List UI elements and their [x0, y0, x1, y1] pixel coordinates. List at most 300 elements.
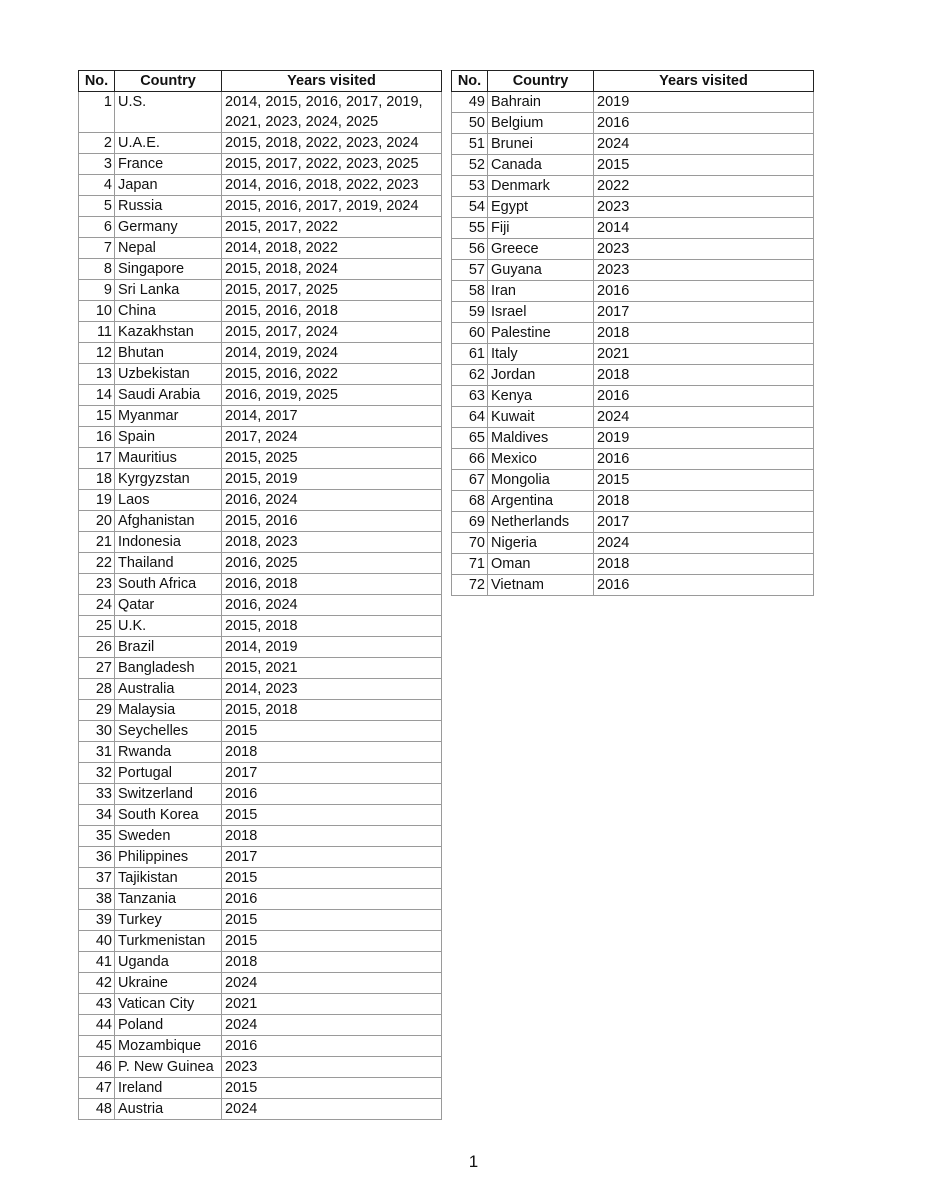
row-number: 23 — [79, 574, 115, 595]
row-number: 9 — [79, 280, 115, 301]
country-cell: Denmark — [488, 176, 594, 197]
country-cell: Saudi Arabia — [115, 385, 222, 406]
table-row — [452, 428, 814, 449]
country-cell: Philippines — [115, 847, 222, 868]
years-cell: 2015, 2018 — [222, 700, 442, 721]
country-cell: Malaysia — [115, 700, 222, 721]
country-cell: U.A.E. — [115, 133, 222, 154]
table-row — [452, 449, 814, 470]
country-cell: Rwanda — [115, 742, 222, 763]
years-cell: 2015, 2025 — [222, 448, 442, 469]
country-cell: Kuwait — [488, 407, 594, 428]
visits-table-left — [78, 70, 442, 1120]
country-cell: Mexico — [488, 449, 594, 470]
table-row — [79, 196, 442, 217]
years-cell: 2016, 2018 — [222, 574, 442, 595]
country-cell: Greece — [488, 239, 594, 260]
table-header — [79, 71, 442, 92]
row-number: 22 — [79, 553, 115, 574]
years-cell: 2015, 2016, 2022 — [222, 364, 442, 385]
country-cell: Kyrgyzstan — [115, 469, 222, 490]
country-cell: Ukraine — [115, 973, 222, 994]
years-cell: 2023 — [222, 1057, 442, 1078]
years-cell: 2016 — [222, 889, 442, 910]
row-number: 60 — [452, 323, 488, 344]
row-number: 55 — [452, 218, 488, 239]
table-row — [79, 805, 442, 826]
row-number: 3 — [79, 154, 115, 175]
row-number: 24 — [79, 595, 115, 616]
row-number: 21 — [79, 532, 115, 553]
years-cell: 2016, 2024 — [222, 490, 442, 511]
table-row — [79, 322, 442, 343]
country-cell: P. New Guinea — [115, 1057, 222, 1078]
header-no: No. — [79, 71, 115, 92]
country-cell: Palestine — [488, 323, 594, 344]
years-cell: 2024 — [222, 1015, 442, 1036]
country-cell: Uganda — [115, 952, 222, 973]
row-number: 1 — [79, 92, 115, 133]
table-row — [79, 889, 442, 910]
header-no: No. — [452, 71, 488, 92]
country-cell: U.S. — [115, 92, 222, 133]
country-cell: Kazakhstan — [115, 322, 222, 343]
table-row — [79, 217, 442, 238]
table-row — [79, 826, 442, 847]
country-cell: Italy — [488, 344, 594, 365]
row-number: 31 — [79, 742, 115, 763]
years-cell: 2017 — [594, 302, 814, 323]
country-cell: Austria — [115, 1099, 222, 1120]
table-row — [79, 553, 442, 574]
row-number: 48 — [79, 1099, 115, 1120]
row-number: 12 — [79, 343, 115, 364]
country-cell: Oman — [488, 554, 594, 575]
row-number: 36 — [79, 847, 115, 868]
row-number: 49 — [452, 92, 488, 113]
table-row — [79, 301, 442, 322]
country-cell: Sri Lanka — [115, 280, 222, 301]
years-cell: 2019 — [594, 428, 814, 449]
table-row — [452, 386, 814, 407]
header-years: Years visited — [594, 71, 814, 92]
table-row — [452, 491, 814, 512]
row-number: 8 — [79, 259, 115, 280]
row-number: 47 — [79, 1078, 115, 1099]
table-row — [79, 700, 442, 721]
page-number: 1 — [468, 1152, 479, 1171]
years-cell: 2015, 2016, 2017, 2019, 2024 — [222, 196, 442, 217]
row-number: 26 — [79, 637, 115, 658]
row-number: 44 — [79, 1015, 115, 1036]
years-cell: 2015 — [222, 721, 442, 742]
row-number: 58 — [452, 281, 488, 302]
country-cell: Japan — [115, 175, 222, 196]
table-row — [79, 511, 442, 532]
years-cell: 2015 — [594, 470, 814, 491]
years-cell: 2018, 2023 — [222, 532, 442, 553]
country-cell: Nigeria — [488, 533, 594, 554]
country-cell: Russia — [115, 196, 222, 217]
table-row — [79, 343, 442, 364]
years-cell: 2014, 2019 — [222, 637, 442, 658]
table-row — [79, 406, 442, 427]
table-row — [452, 323, 814, 344]
table-header — [452, 71, 814, 92]
row-number: 43 — [79, 994, 115, 1015]
header-country: Country — [115, 71, 222, 92]
table-row — [79, 259, 442, 280]
visits-table-right — [451, 70, 814, 596]
row-number: 46 — [79, 1057, 115, 1078]
row-number: 2 — [79, 133, 115, 154]
years-cell: 2015 — [594, 155, 814, 176]
years-cell: 2018 — [594, 491, 814, 512]
row-number: 67 — [452, 470, 488, 491]
country-cell: Turkey — [115, 910, 222, 931]
country-cell: Iran — [488, 281, 594, 302]
years-cell: 2024 — [594, 134, 814, 155]
years-cell: 2016 — [594, 449, 814, 470]
years-cell: 2015, 2019 — [222, 469, 442, 490]
table-row — [452, 281, 814, 302]
table-row — [79, 490, 442, 511]
table-body — [452, 92, 814, 596]
row-number: 39 — [79, 910, 115, 931]
table-row — [452, 218, 814, 239]
country-cell: Egypt — [488, 197, 594, 218]
years-cell: 2024 — [594, 533, 814, 554]
years-cell: 2015, 2017, 2022, 2023, 2025 — [222, 154, 442, 175]
table-row — [79, 385, 442, 406]
years-cell: 2018 — [222, 742, 442, 763]
years-cell: 2024 — [222, 1099, 442, 1120]
years-cell: 2018 — [594, 365, 814, 386]
years-cell: 2015, 2017, 2024 — [222, 322, 442, 343]
years-cell: 2014, 2015, 2016, 2017, 2019, 2021, 2023, 2024, 2025 — [222, 92, 442, 133]
country-cell: Thailand — [115, 553, 222, 574]
country-cell: Spain — [115, 427, 222, 448]
row-number: 37 — [79, 868, 115, 889]
row-number: 59 — [452, 302, 488, 323]
country-cell: South Korea — [115, 805, 222, 826]
row-number: 66 — [452, 449, 488, 470]
table-row — [452, 533, 814, 554]
row-number: 40 — [79, 931, 115, 952]
row-number: 10 — [79, 301, 115, 322]
table-row — [79, 763, 442, 784]
row-number: 27 — [79, 658, 115, 679]
country-cell: Tajikistan — [115, 868, 222, 889]
row-number: 13 — [79, 364, 115, 385]
table-row — [452, 302, 814, 323]
row-number: 69 — [452, 512, 488, 533]
years-cell: 2017 — [222, 763, 442, 784]
years-cell: 2015 — [222, 1078, 442, 1099]
years-cell: 2015, 2016, 2018 — [222, 301, 442, 322]
table-row — [452, 554, 814, 575]
table-row — [79, 1078, 442, 1099]
country-cell: Germany — [115, 217, 222, 238]
country-cell: Mozambique — [115, 1036, 222, 1057]
years-cell: 2015, 2017, 2025 — [222, 280, 442, 301]
table-row — [79, 637, 442, 658]
row-number: 57 — [452, 260, 488, 281]
table-row — [79, 1099, 442, 1120]
years-cell: 2015 — [222, 910, 442, 931]
table-row — [79, 721, 442, 742]
table-row — [452, 134, 814, 155]
table-row — [79, 847, 442, 868]
row-number: 42 — [79, 973, 115, 994]
table-row — [79, 364, 442, 385]
years-cell: 2017 — [594, 512, 814, 533]
country-cell: France — [115, 154, 222, 175]
table-row — [452, 239, 814, 260]
years-cell: 2014, 2016, 2018, 2022, 2023 — [222, 175, 442, 196]
table-row — [79, 679, 442, 700]
years-cell: 2014, 2017 — [222, 406, 442, 427]
table-row — [452, 512, 814, 533]
years-cell: 2014, 2023 — [222, 679, 442, 700]
table-row — [79, 1015, 442, 1036]
country-cell: Myanmar — [115, 406, 222, 427]
years-cell: 2017 — [222, 847, 442, 868]
table-row — [79, 868, 442, 889]
row-number: 5 — [79, 196, 115, 217]
table-row — [79, 280, 442, 301]
row-number: 50 — [452, 113, 488, 134]
table-row — [79, 1057, 442, 1078]
years-cell: 2016, 2024 — [222, 595, 442, 616]
country-cell: Fiji — [488, 218, 594, 239]
table-row — [79, 427, 442, 448]
years-cell: 2016, 2025 — [222, 553, 442, 574]
country-cell: Argentina — [488, 491, 594, 512]
row-number: 29 — [79, 700, 115, 721]
table-row — [452, 92, 814, 113]
row-number: 45 — [79, 1036, 115, 1057]
country-cell: Guyana — [488, 260, 594, 281]
row-number: 52 — [452, 155, 488, 176]
table-row — [79, 994, 442, 1015]
years-cell: 2024 — [594, 407, 814, 428]
table-row — [452, 197, 814, 218]
country-cell: Canada — [488, 155, 594, 176]
table-row — [452, 575, 814, 596]
country-cell: Sweden — [115, 826, 222, 847]
country-cell: Qatar — [115, 595, 222, 616]
table-row — [79, 595, 442, 616]
country-cell: Kenya — [488, 386, 594, 407]
row-number: 20 — [79, 511, 115, 532]
row-number: 32 — [79, 763, 115, 784]
row-number: 19 — [79, 490, 115, 511]
country-cell: South Africa — [115, 574, 222, 595]
row-number: 30 — [79, 721, 115, 742]
table-row — [79, 1036, 442, 1057]
row-number: 54 — [452, 197, 488, 218]
table-row — [79, 175, 442, 196]
row-number: 11 — [79, 322, 115, 343]
years-cell: 2014, 2019, 2024 — [222, 343, 442, 364]
table-row — [79, 574, 442, 595]
table-row — [452, 470, 814, 491]
table-row — [79, 154, 442, 175]
years-cell: 2016 — [594, 113, 814, 134]
years-cell: 2022 — [594, 176, 814, 197]
country-cell: Vietnam — [488, 575, 594, 596]
table-row — [452, 260, 814, 281]
years-cell: 2015, 2021 — [222, 658, 442, 679]
country-cell: China — [115, 301, 222, 322]
row-number: 4 — [79, 175, 115, 196]
years-cell: 2023 — [594, 260, 814, 281]
country-cell: Indonesia — [115, 532, 222, 553]
years-cell: 2018 — [222, 826, 442, 847]
row-number: 17 — [79, 448, 115, 469]
years-cell: 2015 — [222, 931, 442, 952]
row-number: 61 — [452, 344, 488, 365]
country-cell: Maldives — [488, 428, 594, 449]
years-cell: 2015, 2018 — [222, 616, 442, 637]
country-cell: Mongolia — [488, 470, 594, 491]
row-number: 62 — [452, 365, 488, 386]
country-cell: Singapore — [115, 259, 222, 280]
table-row — [79, 973, 442, 994]
table-body — [79, 92, 442, 1120]
country-cell: Israel — [488, 302, 594, 323]
row-number: 35 — [79, 826, 115, 847]
years-cell: 2016 — [594, 575, 814, 596]
years-cell: 2018 — [594, 323, 814, 344]
years-cell: 2019 — [594, 92, 814, 113]
table-row — [452, 365, 814, 386]
years-cell: 2014 — [594, 218, 814, 239]
country-cell: U.K. — [115, 616, 222, 637]
table-row — [452, 407, 814, 428]
table-row — [79, 92, 442, 133]
country-cell: Brazil — [115, 637, 222, 658]
country-cell: Nepal — [115, 238, 222, 259]
country-cell: Seychelles — [115, 721, 222, 742]
row-number: 65 — [452, 428, 488, 449]
country-cell: Ireland — [115, 1078, 222, 1099]
country-cell: Belgium — [488, 113, 594, 134]
country-cell: Bhutan — [115, 343, 222, 364]
row-number: 68 — [452, 491, 488, 512]
row-number: 51 — [452, 134, 488, 155]
years-cell: 2015 — [222, 868, 442, 889]
years-cell: 2015, 2017, 2022 — [222, 217, 442, 238]
years-cell: 2016 — [222, 1036, 442, 1057]
country-cell: Bangladesh — [115, 658, 222, 679]
years-cell: 2014, 2018, 2022 — [222, 238, 442, 259]
row-number: 33 — [79, 784, 115, 805]
table-row — [79, 448, 442, 469]
table-row — [79, 952, 442, 973]
row-number: 7 — [79, 238, 115, 259]
country-cell: Turkmenistan — [115, 931, 222, 952]
years-cell: 2016, 2019, 2025 — [222, 385, 442, 406]
country-cell: Vatican City — [115, 994, 222, 1015]
years-cell: 2018 — [222, 952, 442, 973]
years-cell: 2015, 2018, 2024 — [222, 259, 442, 280]
country-cell: Mauritius — [115, 448, 222, 469]
header-country: Country — [488, 71, 594, 92]
table-row — [79, 784, 442, 805]
country-cell: Switzerland — [115, 784, 222, 805]
header-row — [452, 71, 814, 92]
row-number: 41 — [79, 952, 115, 973]
years-cell: 2016 — [222, 784, 442, 805]
country-cell: Laos — [115, 490, 222, 511]
table-row — [452, 155, 814, 176]
country-cell: Netherlands — [488, 512, 594, 533]
row-number: 28 — [79, 679, 115, 700]
years-cell: 2017, 2024 — [222, 427, 442, 448]
years-cell: 2015 — [222, 805, 442, 826]
row-number: 64 — [452, 407, 488, 428]
table-row — [79, 910, 442, 931]
row-number: 70 — [452, 533, 488, 554]
country-cell: Portugal — [115, 763, 222, 784]
table-row — [79, 742, 442, 763]
row-number: 72 — [452, 575, 488, 596]
years-cell: 2018 — [594, 554, 814, 575]
years-cell: 2016 — [594, 281, 814, 302]
row-number: 16 — [79, 427, 115, 448]
header-years: Years visited — [222, 71, 442, 92]
years-cell: 2021 — [594, 344, 814, 365]
table-row — [79, 658, 442, 679]
row-number: 34 — [79, 805, 115, 826]
country-cell: Afghanistan — [115, 511, 222, 532]
table-row — [452, 176, 814, 197]
table-row — [79, 931, 442, 952]
table-row — [79, 469, 442, 490]
years-cell: 2015, 2016 — [222, 511, 442, 532]
years-cell: 2016 — [594, 386, 814, 407]
row-number: 6 — [79, 217, 115, 238]
table-row — [79, 238, 442, 259]
header-row — [79, 71, 442, 92]
row-number: 15 — [79, 406, 115, 427]
country-cell: Brunei — [488, 134, 594, 155]
row-number: 63 — [452, 386, 488, 407]
row-number: 14 — [79, 385, 115, 406]
table-row — [79, 616, 442, 637]
country-cell: Australia — [115, 679, 222, 700]
table-row — [452, 113, 814, 134]
table-row — [79, 532, 442, 553]
country-cell: Poland — [115, 1015, 222, 1036]
table-row — [79, 133, 442, 154]
country-cell: Tanzania — [115, 889, 222, 910]
country-cell: Uzbekistan — [115, 364, 222, 385]
row-number: 25 — [79, 616, 115, 637]
years-cell: 2024 — [222, 973, 442, 994]
years-cell: 2015, 2018, 2022, 2023, 2024 — [222, 133, 442, 154]
country-cell: Bahrain — [488, 92, 594, 113]
country-cell: Jordan — [488, 365, 594, 386]
row-number: 38 — [79, 889, 115, 910]
years-cell: 2023 — [594, 239, 814, 260]
row-number: 53 — [452, 176, 488, 197]
table-row — [452, 344, 814, 365]
row-number: 18 — [79, 469, 115, 490]
row-number: 56 — [452, 239, 488, 260]
